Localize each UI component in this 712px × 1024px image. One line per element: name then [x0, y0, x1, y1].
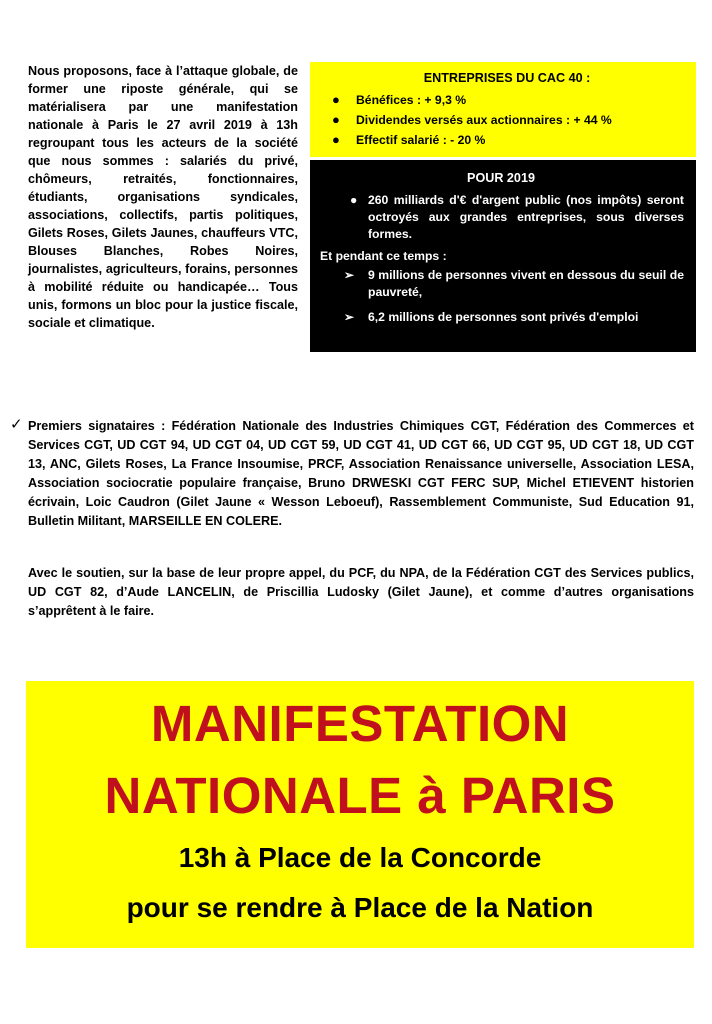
banner-title-line1: MANIFESTATION — [150, 695, 570, 752]
arrow-icon: ➢ — [344, 310, 355, 324]
poverty-item — [318, 267, 684, 301]
unemployment-item — [318, 309, 684, 326]
pour2019-item — [318, 192, 684, 243]
cac40-title: ENTREPRISES DU CAC 40 : — [423, 71, 591, 85]
support-paragraph: Avec le soutien, sur la base de leur propre appel, du PCF, du NPA, de la Fédération CGT des Services publics, UD CGT 82, d’Aude LANCELIN, de Priscillia Ludosky (Gilet Jaune), et comme d’autres organisations s’apprêtent à le faire. — [28, 566, 694, 618]
pour2019-item-label: 260 milliards d'€ d'argent public (nos impôts) seront octroyés aux grandes entreprises, sous diverses formes. — [368, 193, 684, 241]
checkmark-icon: ✓ — [10, 416, 23, 433]
poverty-item-label: 9 millions de personnes vivent en dessous du seuil de pauvreté, — [368, 268, 684, 299]
banner-title-line2: NATIONALE à PARIS — [104, 767, 616, 824]
arrow-icon: ➢ — [344, 268, 355, 282]
cac40-item-label: Bénéfices : + 9,3 % — [356, 93, 467, 107]
signatories-paragraph — [12, 417, 694, 531]
cac40-item-label: Effectif salarié : - 20 % — [356, 133, 486, 147]
cac40-item — [328, 110, 686, 130]
intro-paragraph: Nous proposons, face à l’attaque globale, de former une riposte générale, qui se matérialisera par une manifestation nationale à Paris le 27 avril 2019 à 13h regroupant tous les acteurs de la société que nous sommes : salariés du privé, chômeurs, retraités, fonctionnaires, étudiants, organisations syndicales, associations, collectifs, partis politiques, Gilets Roses, Gilets Jaunes, chauffeurs VTC, Blouses Blanches, Robes Noires, journalistes, agriculteurs, forains, personnes à mobilité réduite ou handicapée… Tous unis, formons un bloc pour la justice fiscale, sociale et climatique. — [28, 64, 298, 330]
bullet-icon: ● — [350, 193, 358, 207]
banner-meeting-point: 13h à Place de la Concorde — [178, 842, 542, 873]
pour2019-box — [310, 160, 696, 352]
unemployment-item-label: 6,2 millions de personnes sont privés d'emploi — [368, 310, 639, 324]
signatories-text: Premiers signataires : Fédération Nationale des Industries Chimiques CGT, Fédération des Commerces et Services CGT, UD CGT 94, UD CGT 04, UD CGT 59, UD CGT 41, UD CGT 66, UD CGT 95, UD CGT 18, UD CGT 13, ANC, Gilets Roses, La France Insoumise, PRCF, Association Renaissance universelle, Association LESA, Association sociocratie populaire française, Bruno DRWESKI CGT FERC SUP, Michel ETIEVENT historien écrivain, Loic Caudron (Gilet Jaune « Wesson Leboeuf), Rassemblement Communiste, Sud Education 91, Bulletin Militant, MARSEILLE EN COLERE. — [28, 419, 694, 528]
cac40-item — [328, 130, 686, 150]
bullet-icon: ● — [332, 92, 340, 107]
bullet-icon: ● — [332, 132, 340, 147]
event-banner — [26, 681, 694, 948]
cac40-item — [328, 90, 686, 110]
cac40-list — [328, 90, 686, 150]
bullet-icon: ● — [332, 112, 340, 127]
cac40-item-label: Dividendes versés aux actionnaires : + 44 % — [356, 113, 612, 127]
pour2019-title: POUR 2019 — [467, 171, 535, 185]
pour2019-subhead: Et pendant ce temps : — [320, 249, 447, 263]
banner-destination: pour se rendre à Place de la Nation — [126, 892, 594, 923]
cac40-box — [310, 62, 696, 157]
